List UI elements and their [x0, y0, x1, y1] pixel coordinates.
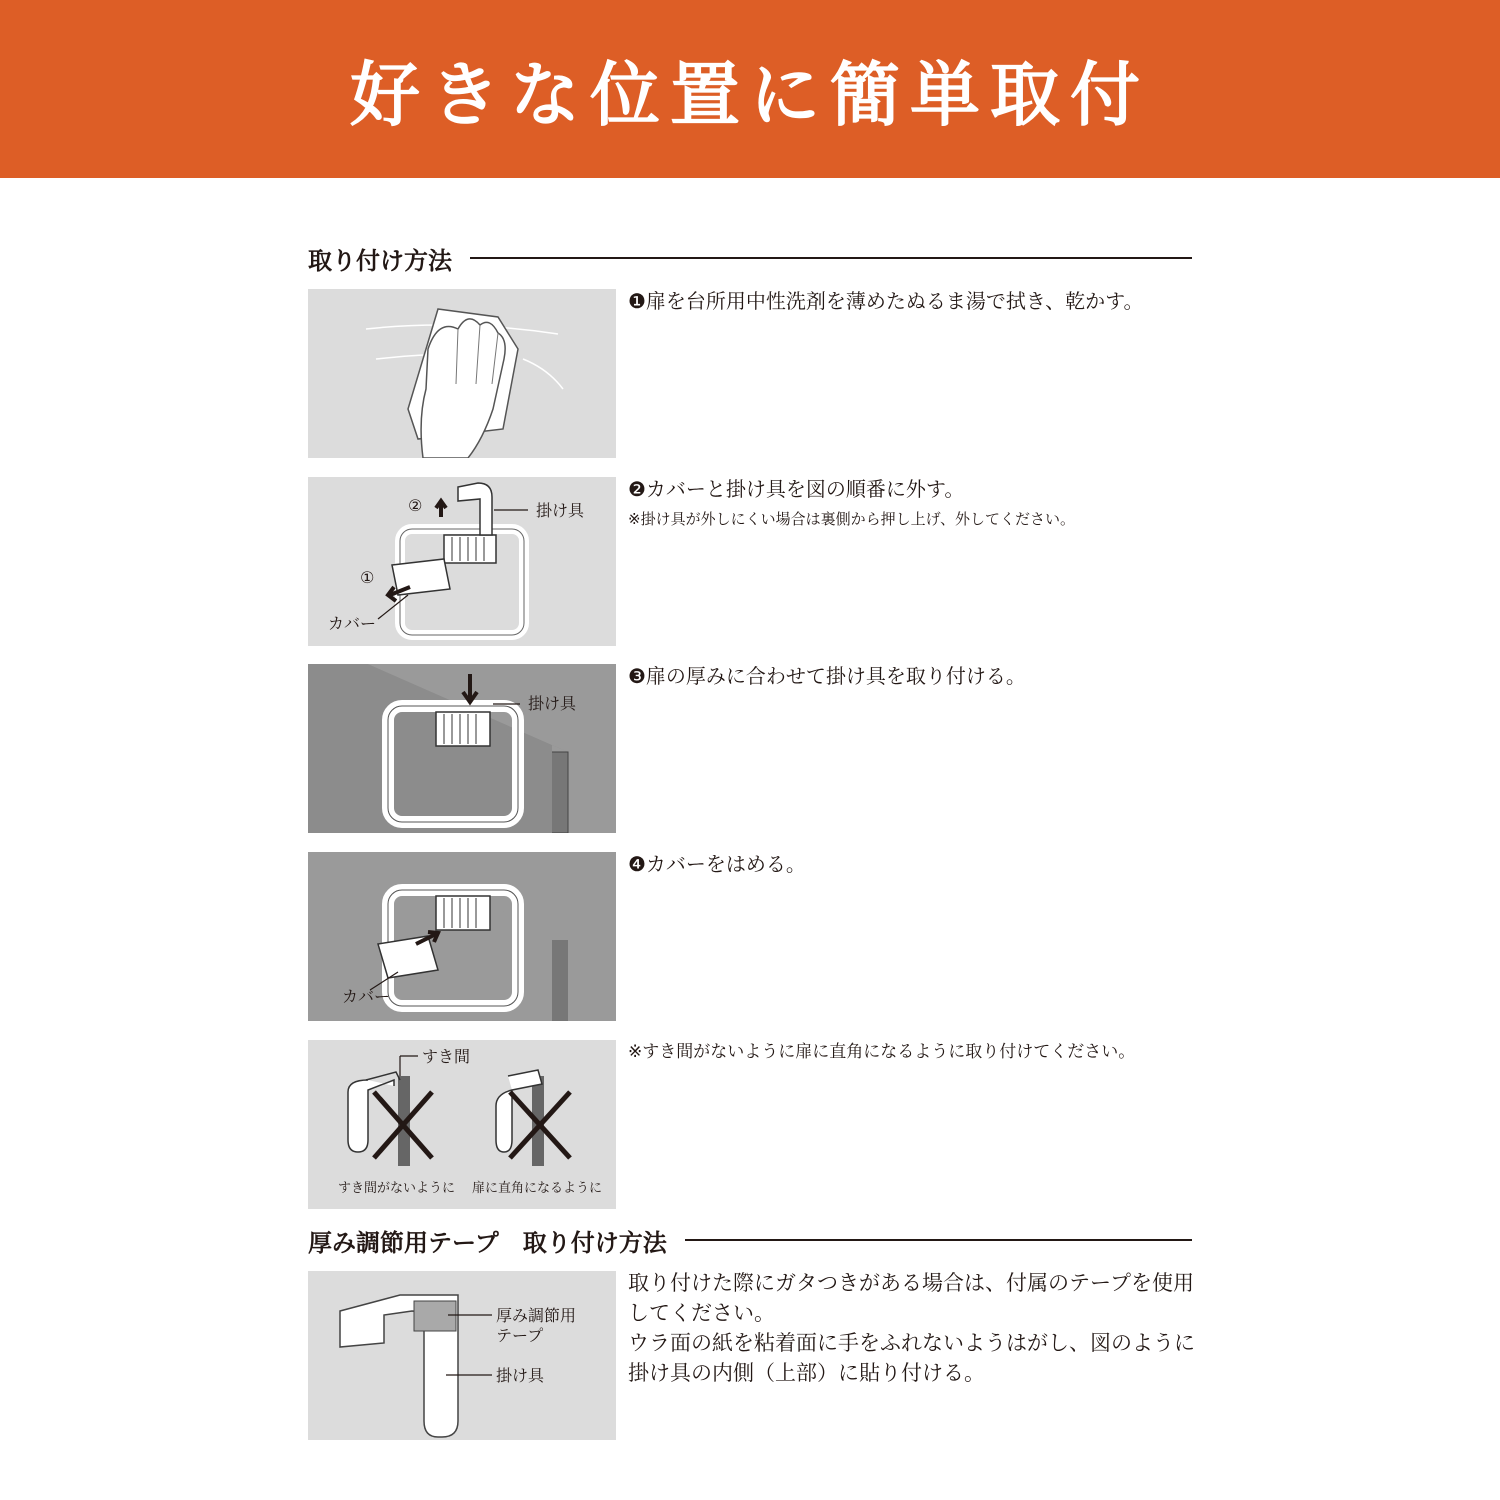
- step1-text: ❶扉を台所用中性洗剤を薄めたぬるま湯で拭き、乾かす。: [628, 289, 1144, 313]
- step3-illustration: [308, 664, 616, 833]
- attach-cover-diagram: [308, 852, 616, 1021]
- tape-instruction-1: 取り付けた際にガタつきがある場合は、付属のテープを使用してください。: [628, 1271, 1194, 1325]
- step1-text-block: [628, 286, 1198, 316]
- tape-placement-diagram: [308, 1271, 616, 1440]
- step4-text-block: [628, 849, 1198, 879]
- cover-label: カバー: [328, 614, 377, 633]
- section2-title: 厚み調節用テープ 取り付け方法: [308, 1228, 667, 1257]
- cover-label: カバー: [342, 987, 391, 1006]
- caution-illustration: [308, 1040, 616, 1209]
- tape-text-block: [628, 1268, 1196, 1388]
- caption-right-angle: 扉に直角になるように: [472, 1181, 603, 1196]
- hook-label: 掛け具: [536, 501, 585, 520]
- header-banner: [0, 0, 1500, 178]
- tape-label-line2: テープ: [496, 1326, 544, 1345]
- step2-text: ❷カバーと掛け具を図の順番に外す。: [628, 477, 965, 501]
- hook-label: 掛け具: [528, 694, 577, 713]
- step5-text: ※すき間がないように扉に直角になるように取り付けてください。: [628, 1042, 1136, 1062]
- hook-label: 掛け具: [496, 1366, 545, 1385]
- step3-text-block: [628, 661, 1198, 691]
- divider-line: [470, 257, 1192, 259]
- wrong-installation-diagram: [308, 1040, 616, 1209]
- step4-illustration: [308, 852, 616, 1021]
- gap-label: すき間: [422, 1047, 471, 1066]
- step4-text: ❹カバーをはめる。: [628, 852, 806, 876]
- step2-note: ※掛け具が外しにくい場合は裏側から押し上げ、外してください。: [628, 510, 1075, 528]
- step2-illustration: [308, 477, 616, 646]
- step3-text: ❸扉の厚みに合わせて掛け具を取り付ける。: [628, 664, 1026, 688]
- page-title: 好きな位置に簡単取付: [350, 53, 1150, 136]
- tape-instruction-2: ウラ面の紙を粘着面に手をふれないようはがし、図のように掛け具の内側（上部）に貼り付ける。: [628, 1331, 1195, 1385]
- step2-text-block: [628, 474, 1198, 530]
- divider-line: [685, 1239, 1192, 1241]
- section-title: 取り付け方法: [308, 246, 452, 275]
- remove-cover-diagram: [308, 477, 616, 646]
- section-heading-tape: [308, 1220, 1192, 1260]
- tape-label-line1: 厚み調節用: [496, 1306, 577, 1325]
- section-heading-installation: [308, 238, 1192, 278]
- wiping-hand-icon: [308, 289, 616, 458]
- attach-hook-diagram: [308, 664, 616, 833]
- step5-text-block: [628, 1037, 1198, 1067]
- step1-illustration: [308, 289, 616, 458]
- tape-illustration: [308, 1271, 616, 1440]
- caption-no-gap: すき間がないように: [338, 1181, 456, 1196]
- order-number-2: ②: [408, 496, 423, 515]
- order-number-1: ①: [360, 568, 375, 587]
